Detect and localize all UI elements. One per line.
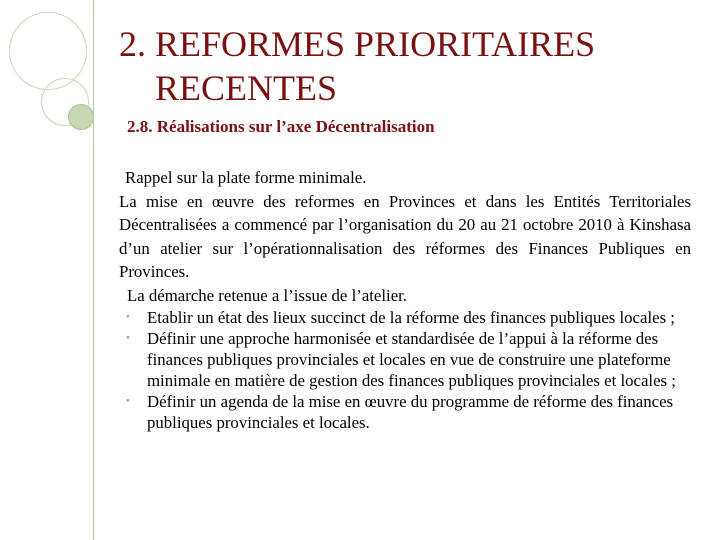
bullet-list — [119, 307, 691, 433]
list-item-text: Etablir un état des lieux succinct de la réforme des finances publiques locales ; — [147, 308, 675, 327]
list-item — [126, 307, 691, 328]
bullet-icon: • — [126, 311, 130, 323]
list-item-text: Définir un agenda de la mise en œuvre du programme de réforme des finances publiques provinciales et locales. — [147, 392, 674, 432]
title-line-1: 2. REFORMES PRIORITAIRES — [119, 24, 596, 64]
main-paragraph: La mise en œuvre des reformes en Provinces et dans les Entités Territoriales Décentralisées a commencé par l’organisation du 20 au 21 octobre 2010 à Kinshasa d’un atelier sur l’opérationnalisation des réformes des Finances Publiques en Provinces. — [119, 191, 691, 281]
slide-subtitle: 2.8. Réalisations sur l’axe Décentralisation — [127, 117, 435, 136]
bullet-icon: • — [126, 395, 130, 407]
decorative-dot — [68, 104, 94, 130]
title-line-2: RECENTES — [155, 68, 338, 108]
list-item — [126, 391, 691, 433]
bullet-icon: • — [126, 332, 130, 344]
slide-title — [119, 22, 709, 110]
list-item-text: Définir une approche harmonisée et standardisée de l’appui à la réforme des finances publiques provinciales et locales en vue de construire une plateforme minimale en matière de gestion des finances publiques provinciales et locales ; — [147, 329, 676, 390]
slide-body — [119, 166, 691, 433]
decorative-circle-large — [9, 12, 87, 90]
list-item — [126, 328, 691, 391]
decorative-vertical-line — [93, 0, 94, 540]
lead-text: La démarche retenue a l’issue de l’atelier. — [127, 285, 408, 305]
intro-text: Rappel sur la plate forme minimale. — [125, 168, 367, 187]
